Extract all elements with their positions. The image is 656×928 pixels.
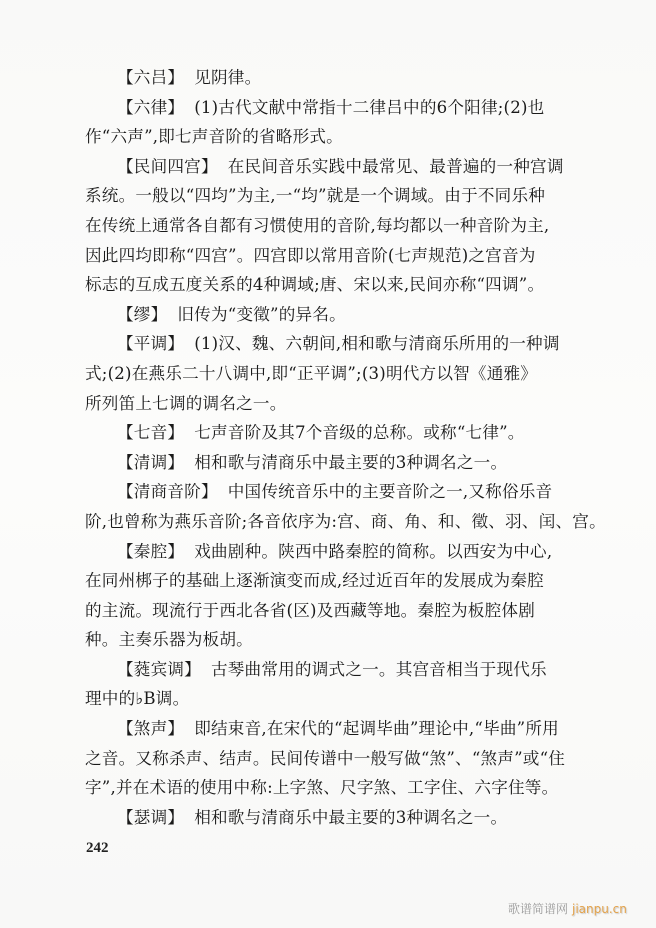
entry-text: 作“六声”,即七声音阶的省略形式。	[85, 127, 343, 147]
entry-liulv-yin	[85, 63, 585, 93]
entry-term: 【瑟调】	[117, 807, 185, 827]
entry-text: 相和歌与清商乐中最主要的3种调名之一。	[194, 807, 508, 827]
entry-text: 见阴律。	[194, 68, 262, 87]
entry-text: 字”,并在术语的使用中称:上字煞、尺字煞、工字住、六字住等。	[85, 778, 559, 798]
entry-text: 所列笛上七调的调名之一。	[85, 393, 287, 413]
entry-term: 【缪】	[117, 304, 168, 324]
entry-text: 相和歌与清商乐中最主要的3种调名之一。	[194, 452, 508, 472]
entry-minjian-sigong	[85, 152, 585, 300]
entry-pingdiao	[85, 329, 585, 418]
entry-term: 【六律】	[117, 97, 185, 117]
entry-text: 在同州梆子的基础上逐渐演变而成,经过近百年的发展成为秦腔	[85, 571, 544, 591]
entry-text: 阶,也曾称为燕乐音阶;各音依序为:宫、商、角、和、徵、羽、闰、宫。	[85, 511, 606, 531]
entry-term: 【平调】	[117, 334, 185, 354]
page-number: 242	[86, 840, 109, 856]
dictionary-entries	[85, 63, 606, 832]
entry-term: 【煞声】	[117, 719, 185, 739]
entry-text: 式;(2)在燕乐二十八调中,即“正平调”;(3)明代方以智《通雅》	[85, 363, 538, 383]
entry-term: 【民间四宫】	[117, 156, 218, 176]
entry-text: 在民间音乐实践中最常见、最普遍的一种宫调	[227, 156, 564, 176]
entry-miu	[85, 300, 585, 330]
entry-text: 即结束音,在宋代的“起调毕曲”理论中,“毕曲”所用	[194, 719, 559, 739]
entry-text: 旧传为“变徵”的异名。	[177, 304, 346, 324]
entry-text: 的主流。现流行于西北各省(区)及西藏等地。秦腔为板腔体剧	[85, 600, 535, 620]
entry-qingdiao	[85, 448, 585, 478]
watermark-url: jianpu.cn	[572, 902, 627, 916]
entry-text: 种。主奏乐器为板胡。	[85, 630, 253, 650]
entry-sediao	[85, 803, 585, 833]
entry-text: 系统。一般以“四均”为主,一“均”就是一个调域。由于不同乐种	[85, 186, 546, 206]
entry-qinqiang	[85, 537, 585, 655]
entry-text: 古琴曲常用的调式之一。其宫音相当于现代乐	[210, 659, 547, 679]
entry-qingshang-yinjie	[85, 477, 606, 536]
entry-term: 【清商音阶】	[117, 482, 218, 502]
entry-text: 在传统上通常各自都有习惯使用的音阶,每均都以一种音阶为主,	[85, 215, 550, 235]
entry-term: 【蕤宾调】	[117, 659, 201, 679]
entry-text: 标志的互成五度关系的4种调域;唐、宋以来,民间亦称“四调”。	[85, 275, 545, 295]
entry-text: 因此四均即称“四宫”。四宫即以常用音阶(七声规范)之宫音为	[85, 245, 536, 265]
entry-text: 之音。又称杀声、结声。民间传谱中一般写做“煞”、“煞声”或“住	[85, 748, 566, 768]
entry-term: 【清调】	[117, 452, 185, 472]
entry-qiyin	[85, 418, 585, 448]
entry-term: 【七音】	[117, 423, 185, 443]
watermark-site-name: 歌谱简谱网	[508, 902, 569, 916]
entry-text: 七声音阶及其7个音级的总称。或称“七律”。	[194, 423, 525, 443]
entry-liulv-yang	[85, 93, 585, 152]
entry-term: 【六吕】	[117, 68, 185, 87]
entry-text: (1)古代文献中常指十二律吕中的6个阳律;(2)也	[194, 97, 545, 117]
entry-text: 戏曲剧种。陕西中路秦腔的简称。以西安为中心,	[194, 541, 553, 561]
entry-term: 【秦腔】	[117, 541, 185, 561]
entry-shasheng	[85, 714, 585, 803]
entry-text: (1)汉、魏、六朝间,相和歌与清商乐所用的一种调	[194, 334, 560, 354]
entry-ruibin-diao	[85, 655, 585, 714]
entry-text: 中国传统音乐中的主要音阶之一,又称俗乐音	[227, 482, 553, 502]
entry-text: 理中的♭B调。	[85, 689, 190, 709]
watermark	[508, 900, 627, 917]
